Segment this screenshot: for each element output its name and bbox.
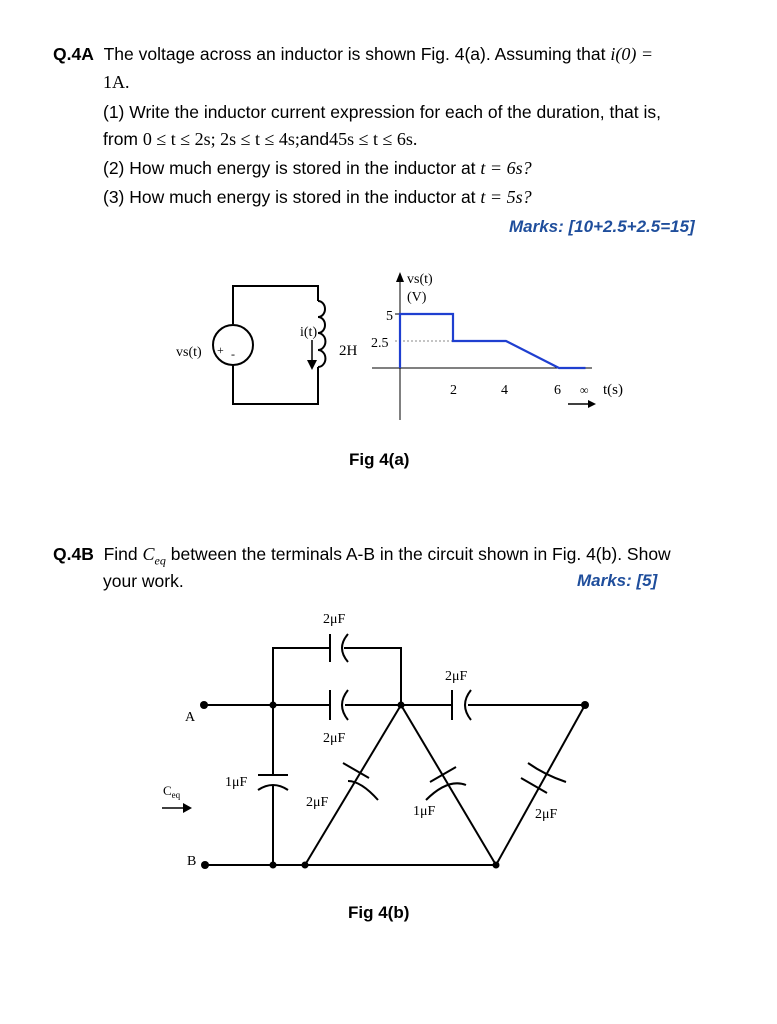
fig4a-x-tick-2: 2 [450,383,457,398]
q4a-condition-rhs: 1A. [103,72,130,92]
fig4a-x-tick-4: 4 [501,383,508,398]
q4a-marks: Marks: [10+2.5+2.5=15] [509,217,695,236]
q4a-part2-time: t = 6s? [480,158,532,178]
fig4b-cap-diag-left-label: 2μF [306,795,329,810]
q4b-ceq-main: C [142,544,155,564]
fig4a-infinity: ∞ [580,383,589,397]
q4b-line2: your work. [103,571,184,591]
fig4a-y-tick-5: 5 [386,309,393,324]
fig4b-cap-diag-right-label: 2μF [535,807,558,822]
fig4a-graph-unit: (V) [407,290,427,305]
fig4b-cap-dm-plate1 [430,767,456,782]
q4a-condition-lhs: i(0) = [610,44,654,64]
fig4b-cap-vertical-label: 1μF [225,775,248,790]
q4a-number: Q.4A [53,44,94,64]
fig4b-ceq-main: C [163,783,172,798]
fig4a-graph-title: vs(t) [407,272,433,287]
fig4b-cap-right-top-label: 2μF [445,669,468,684]
fig4a-circuit [213,286,325,404]
fig4b-node-left [270,702,277,709]
q4a-part1-ranges-math: 0 ≤ t ≤ 2s; 2s ≤ t ≤ 4s; [142,129,300,149]
fig4a-current-label: i(t) [300,325,318,340]
fig4b-node-bottom-right [493,862,500,869]
fig4b-capacitors [258,634,566,800]
q4a-part1-and: and [299,129,330,149]
q4a-part1-from: from [103,129,138,149]
fig4b-caption: Fig 4(b) [348,903,410,922]
fig4a-y-tick-25: 2.5 [371,336,389,351]
fig4b-ceq-arrow-head [183,803,192,813]
fig4b-top-loop-right [344,648,401,705]
fig4b-node-bottom-mid [302,862,309,869]
fig4b-circuit [204,648,585,865]
q4a-part2-text: (2) How much energy is stored in the inductor at [103,158,476,178]
fig4b-cap-diag-mid-label: 1μF [413,804,436,819]
q4b-number: Q.4B [53,544,94,564]
fig4a-x-tick-6: 6 [554,383,561,398]
fig4b-terminal-b-label: B [187,854,197,869]
q4a-part3-time: t = 5s? [480,187,532,207]
fig4b-cap-top-label: 2μF [323,612,346,627]
fig4b-node-bottom-left [270,862,277,869]
fig4a-x-arrow-head [588,400,596,408]
q4b-text-after: between the terminals A-B in the circuit shown in Fig. 4(b). Show [170,544,671,564]
fig4b-terminal-a-label: A [185,710,196,725]
fig4a-y-axis-arrow [396,272,404,282]
fig4a-source-label: vs(t) [176,345,202,360]
q4b-ceq-sub: eq [154,553,166,568]
fig4a-source-plus: + [217,343,224,357]
fig4b-diag-right [496,705,585,865]
fig4b-cap-mid-label: 2μF [323,731,346,746]
q4a-part3-text: (3) How much energy is stored in the inductor at [103,187,476,207]
q4b-text-before: Find [103,544,138,564]
fig4b-node-center [398,702,405,709]
fig4a-x-axis-label: t(s) [603,382,623,398]
fig4b-diag-left [305,705,401,865]
q4a-intro-text: The voltage across an inductor is shown Fig. 4(a). Assuming that [103,44,606,64]
fig4a-wire-bottom [233,365,318,404]
fig4b-terminal-b-node [201,861,209,869]
fig4a-inductor-label: 2H [339,343,358,359]
fig4a-graph-axes [372,272,596,420]
q4b-line1 [53,544,671,569]
fig4b-top-loop-left [273,648,329,705]
fig4a-caption: Fig 4(a) [349,450,410,469]
fig4b-ceq-label [163,783,181,800]
fig4b-terminal-a-node [200,701,208,709]
q4b-marks: Marks: [5] [577,571,658,590]
fig4b-node-right [581,701,589,709]
q4b-ceq [142,544,166,568]
fig4a-current-arrow-head [307,360,317,370]
fig4b-cap-dm-plate2 [426,783,466,800]
fig4b-cap-dl-plate2 [348,781,378,800]
q4a-part1-last: 45s ≤ t ≤ 6s. [329,129,418,149]
fig4a-wire-top [233,286,318,324]
fig4a-inductor-coil [318,301,325,367]
fig4a-source-minus: - [231,347,235,361]
fig4b-nodes [200,701,589,869]
q4a-part1-text: (1) Write the inductor current expression for each of the duration, that is, [103,102,662,122]
fig4b-ceq-sub: eq [171,790,181,800]
